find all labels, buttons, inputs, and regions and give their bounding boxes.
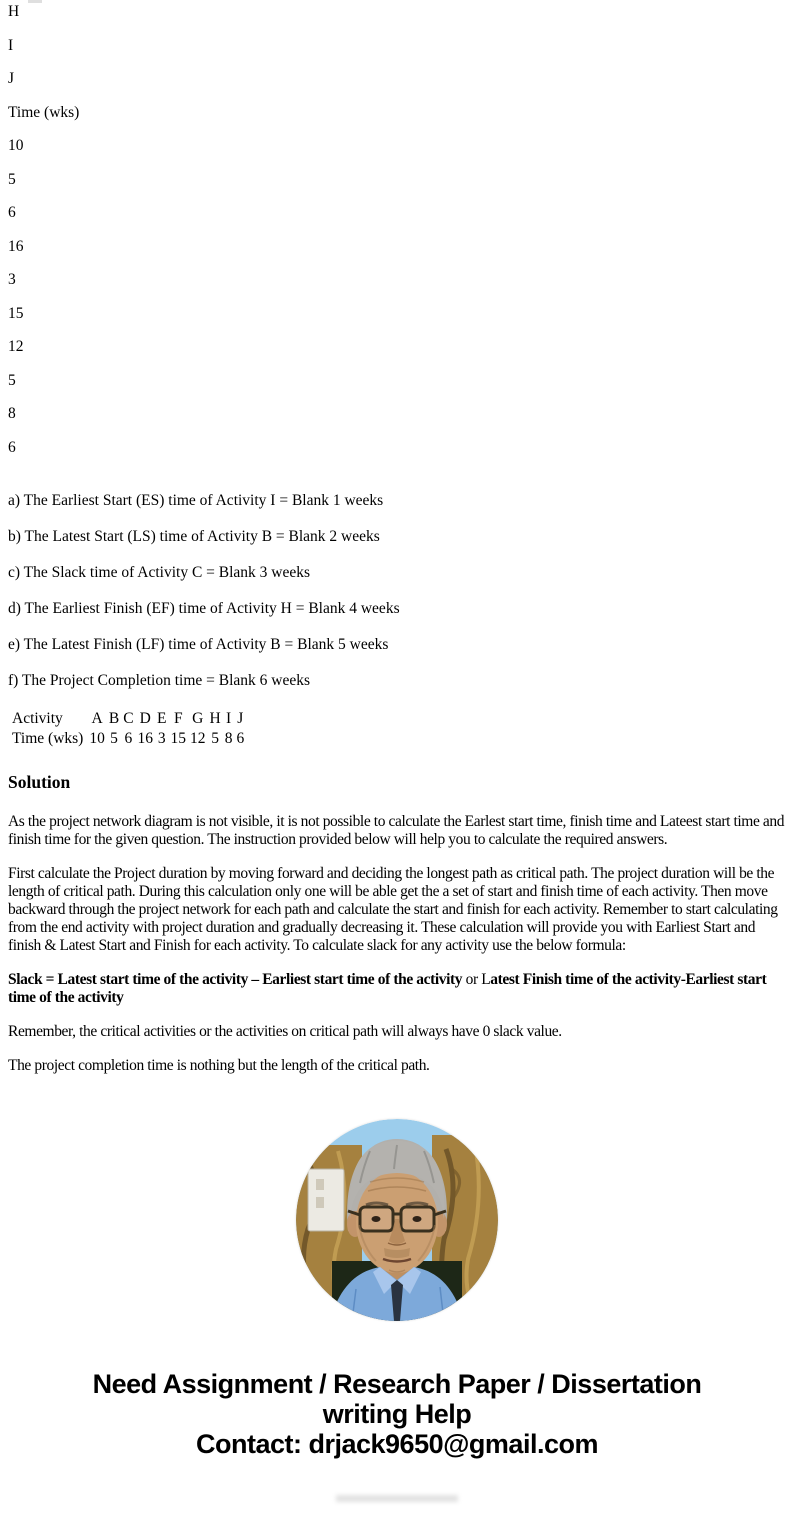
solution-paragraph-1: As the project network diagram is not visible, it is not possible to calculate the Earlest start time, finish time and Lateest start time and finish time for the given question. The instruction provided below will help you to calculate the required answers. <box>8 812 785 848</box>
table-cell: J <box>237 709 244 727</box>
formula-bold-1: Slack = Latest start time of the activity – Earliest start time of the activity <box>8 970 463 988</box>
time-value: 3 <box>8 271 16 288</box>
solution-paragraph-3: Remember, the critical activities or the activities on critical path will always have 0 slack value. <box>8 1022 562 1040</box>
slack-formula <box>8 971 786 1007</box>
table-cell: 12 <box>190 729 206 747</box>
activity-time-table <box>10 709 246 749</box>
table-cell: 3 <box>157 729 166 747</box>
time-value: 10 <box>8 137 24 154</box>
table-cell: C <box>123 709 134 727</box>
table-cell: 6 <box>124 729 133 747</box>
question-c: c) The Slack time of Activity C = Blank 3 weeks <box>8 563 311 581</box>
table-cell: D <box>139 709 151 727</box>
time-value: 15 <box>8 304 24 322</box>
activity-label: H <box>8 3 20 20</box>
table-cell: A <box>91 709 103 727</box>
activity-label: I <box>8 36 14 54</box>
table-cell: 10 <box>89 729 105 747</box>
solution-paragraph-2: First calculate the Project duration by moving forward and deciding the longest path as critical path. The project duration will be the length of critical path. During this calculation only one will be able get the a set of start and finish time of each activity. Then move backward through the project network for each path and calculate the start and finish for each activity. Remember to start calculating from the end activity with project duration and gradually decreasing it. These calculation will provide you with Earliest Start and finish & Latest Start and Finish for each activity. To calculate slack for any activity use the below formula: <box>8 864 778 954</box>
formula-or: or L <box>462 970 491 988</box>
photo-container <box>8 1119 786 1321</box>
solution-heading: Solution <box>8 771 71 792</box>
time-value: 12 <box>8 338 24 355</box>
table-cell: 5 <box>110 729 118 747</box>
table-cell: 6 <box>236 729 245 747</box>
question-f: f) The Project Completion time = Blank 6 weeks <box>8 671 311 689</box>
solution-paragraph-4: The project completion time is nothing but the length of the critical path. <box>8 1056 430 1074</box>
question-d: d) The Earliest Finish (EF) time of Activity H = Blank 4 weeks <box>8 599 400 617</box>
time-value: 6 <box>8 438 16 456</box>
person-avatar-image <box>296 1119 498 1321</box>
table-cell: G <box>192 709 204 727</box>
table-cell: F <box>173 709 183 727</box>
table-header-activity: Activity <box>12 709 63 727</box>
question-a: a) The Earliest Start (ES) time of Activity I = Blank 1 weeks <box>8 491 384 509</box>
table-cell: I <box>225 709 232 727</box>
table-header-time: Time (wks) <box>12 729 84 747</box>
help-banner-line-1: Need Assignment / Research Paper / Dissertation <box>92 1368 702 1399</box>
solution-body <box>8 813 786 1075</box>
table-cell: 5 <box>211 729 219 747</box>
cropped-text-artifact <box>28 0 42 3</box>
activity-label: J <box>8 70 15 87</box>
table-cell: 15 <box>170 729 186 747</box>
table-cell: H <box>209 709 221 727</box>
question-e: e) The Latest Finish (LF) time of Activity B = Blank 5 weeks <box>8 635 389 653</box>
contact-email-line: Contact: drjack9650@gmail.com <box>196 1428 598 1459</box>
tutor-photo <box>296 1119 498 1321</box>
table-cell: E <box>157 709 167 727</box>
table-row-times <box>10 729 246 749</box>
time-value: 6 <box>8 204 16 221</box>
table-cell: 16 <box>137 729 154 747</box>
time-header-label: Time (wks) <box>8 103 80 121</box>
question-list <box>8 491 786 691</box>
formula-bold-2: atest Finish time of the activity-Earliest start time of the activity <box>8 970 767 1006</box>
table-row-activities <box>10 709 246 729</box>
time-value: 5 <box>8 170 16 188</box>
time-value: 8 <box>8 405 16 422</box>
table-cell: 8 <box>224 729 233 747</box>
time-value: 5 <box>8 371 16 389</box>
help-banner <box>8 1369 786 1459</box>
help-banner-line-2: writing Help <box>322 1398 472 1429</box>
ghost-text-artifact <box>336 1495 458 1502</box>
time-value: 16 <box>8 237 24 255</box>
question-b: b) The Latest Start (LS) time of Activity B = Blank 2 weeks <box>8 527 380 545</box>
table-cell: B <box>108 709 120 727</box>
given-data-list <box>8 3 786 457</box>
